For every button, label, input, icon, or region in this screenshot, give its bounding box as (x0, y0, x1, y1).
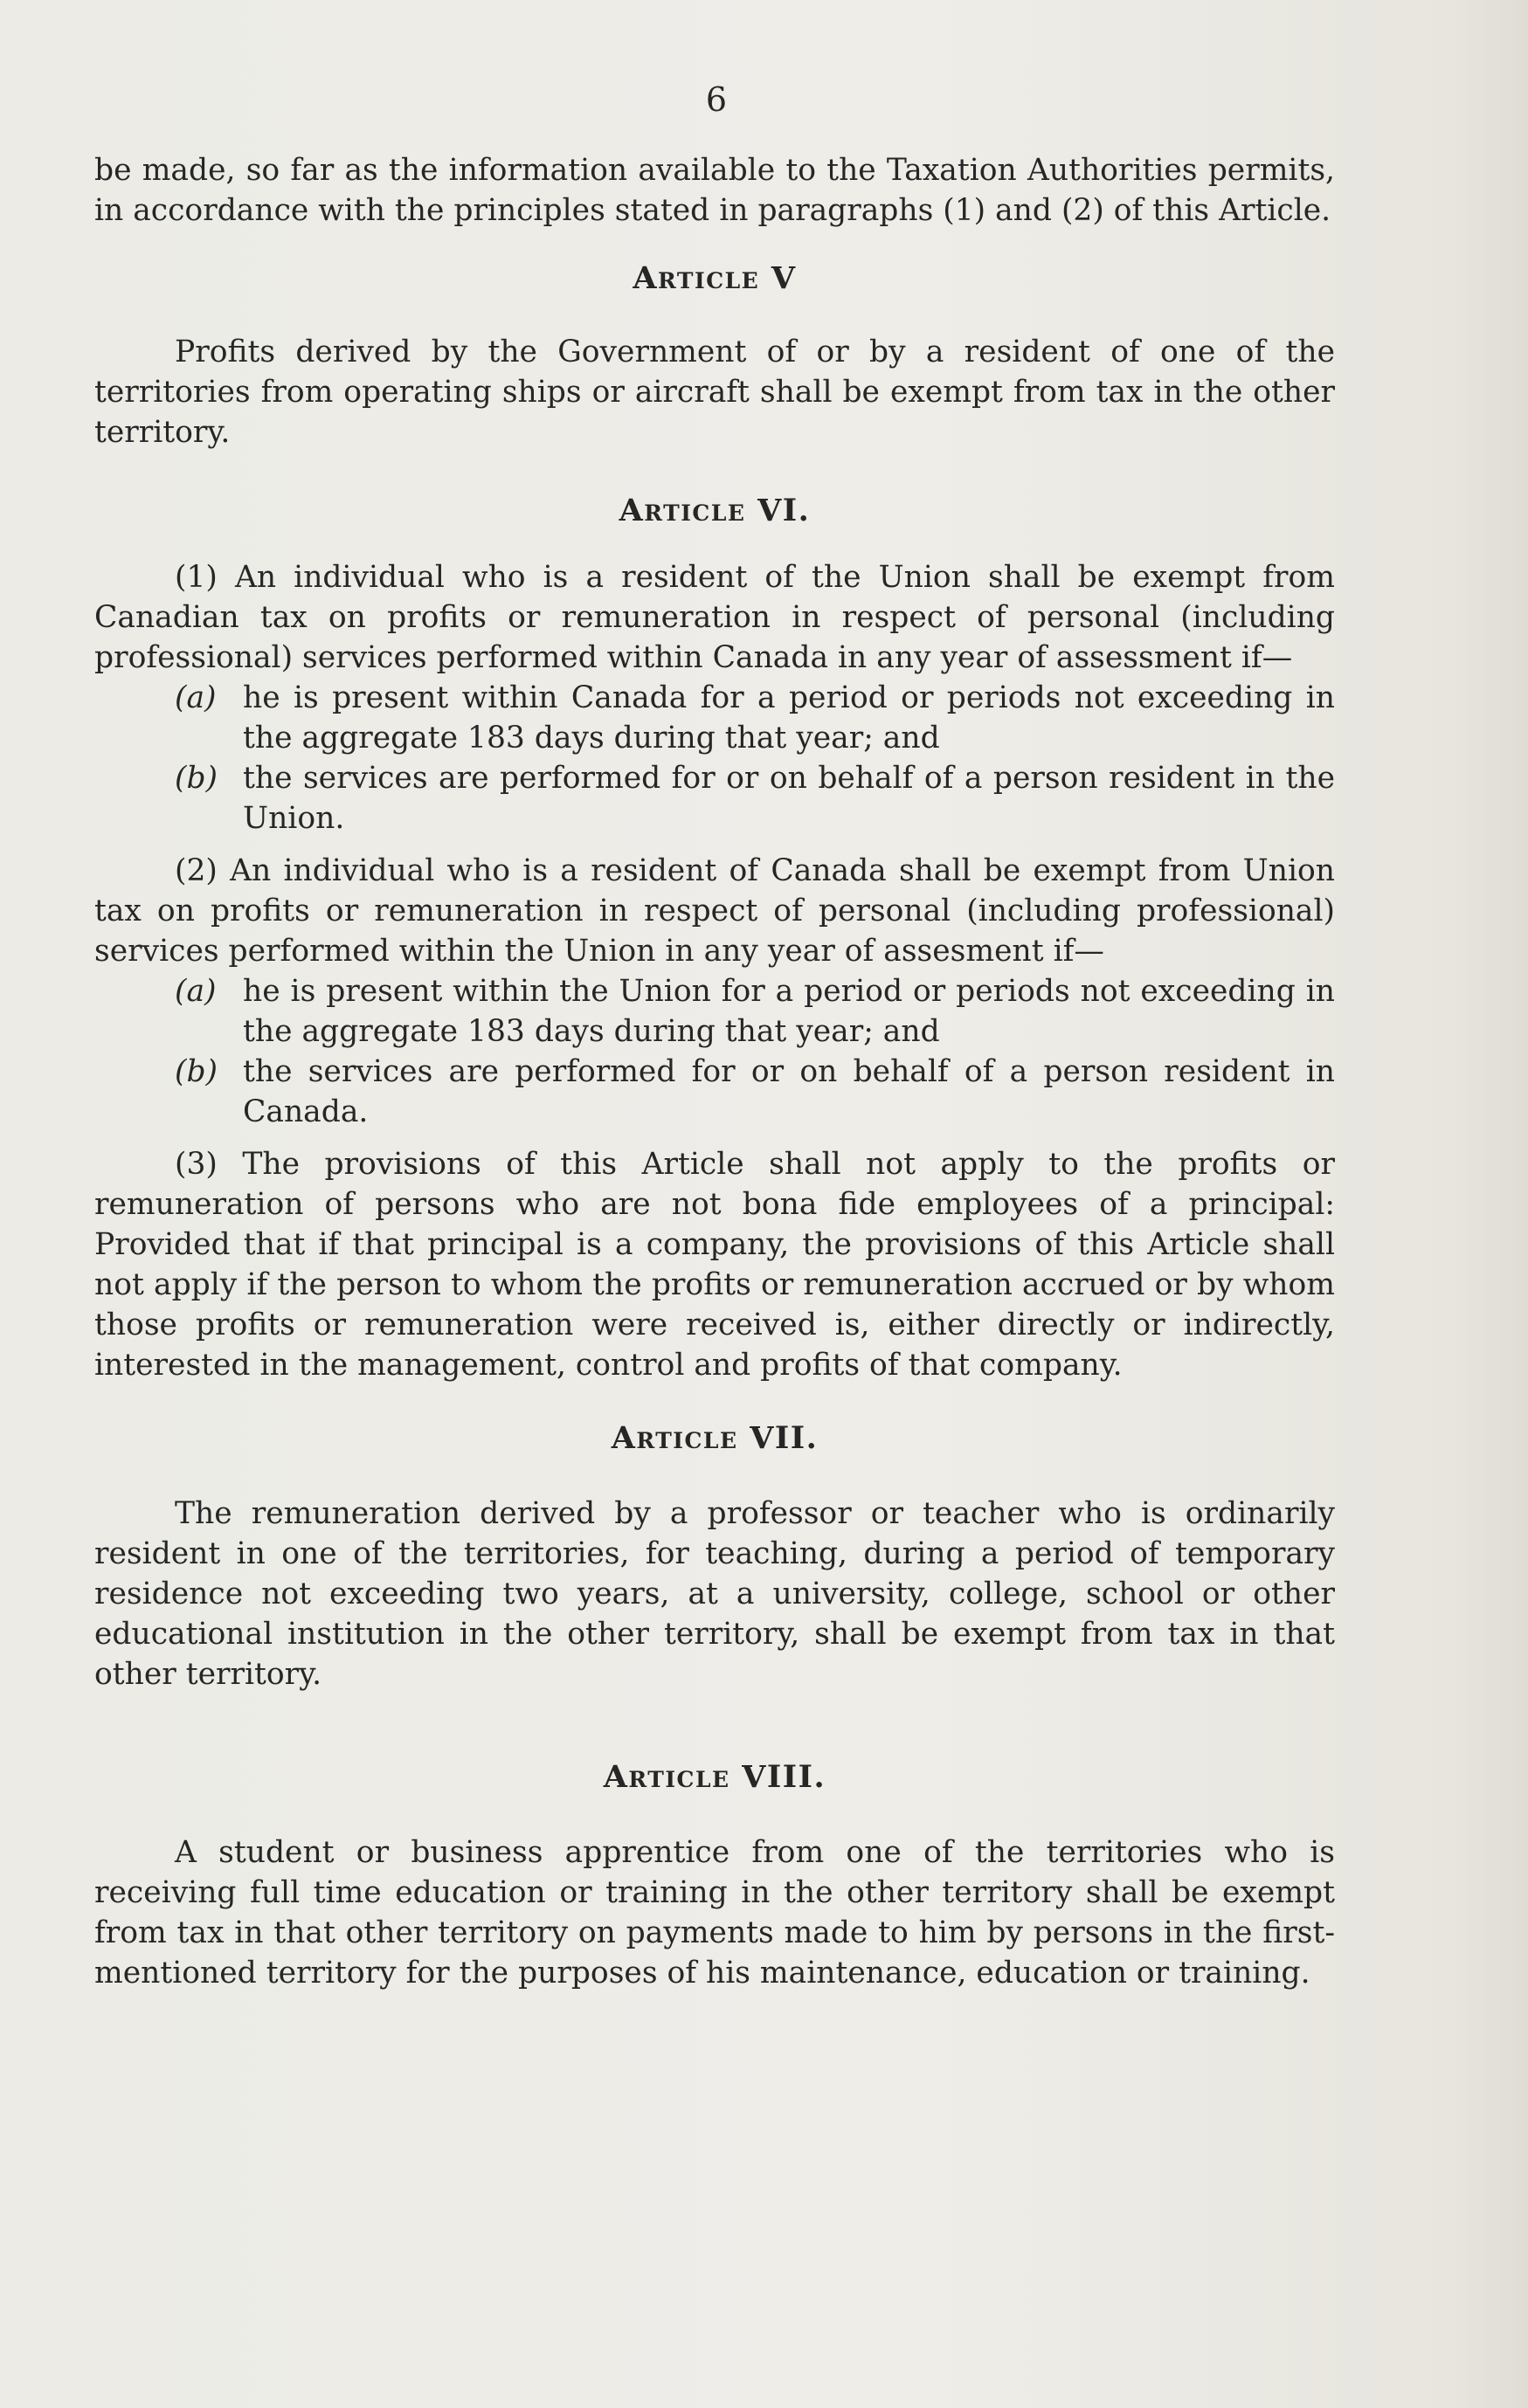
article-vi-heading: Article VI. (619, 493, 811, 528)
article-vi-paragraph-2: (2) An individual who is a resident of Canada shall be exempt from Union tax on profits or remuneration in respect of personal (including professional) services performed within the Union in any year of assesment if— (94, 853, 1335, 969)
intro-paragraph: be made, so far as the information available to the Taxation Authorities permits, in accordance with the principles stated in paragraphs (1) and (2) of this Article. (94, 153, 1335, 228)
article-vi-paragraph-3: (3) The provisions of this Article shall not apply to the profits or remuneration of persons who are not bona fide employees of a principal: Provided that if that principal is a company, the provisions of this Article shall not apply if the person to whom the profits or remuneration accrued or by whom those profits or remuneration were received is, either directly or indirectly, interested in the management, control and profits of that company. (94, 1147, 1335, 1383)
article-vii-text: The remuneration derived by a professor or teacher who is ordinarily resident in one of the territories, for teaching, during a period of temporary residence not exceeding two years, at a university, college, school or other educational institution in the other territory, shall be exempt from tax in that other territory. (94, 1496, 1335, 1692)
article-viii-heading: Article VIII. (603, 1759, 826, 1795)
item-text: the services are performed for or on behalf of a person resident in Canada. (243, 1054, 1335, 1129)
article-v-heading: Article V (633, 260, 797, 296)
item-text: he is present within Canada for a period or periods not exceeding in the aggregate 183 days during that year; and (243, 680, 1335, 756)
item-marker: (a) (175, 974, 217, 1009)
item-marker: (b) (175, 761, 218, 796)
article-vi-2-item-b (175, 1052, 1335, 1132)
item-marker: (b) (175, 1054, 218, 1089)
item-text: he is present within the Union for a period or periods not exceeding in the aggregate 183 days during that year; and (243, 974, 1335, 1049)
article-vi-paragraph-1: (1) An individual who is a resident of the Union shall be exempt from Canadian tax on profits or remuneration in respect of personal (including professional) services performed within Canada in any year of assessment if— (94, 560, 1335, 675)
page-number: 6 (705, 80, 728, 119)
page-body (94, 150, 1335, 1993)
article-vi-1-item-a (175, 678, 1335, 758)
item-marker: (a) (175, 680, 217, 715)
article-viii-text: A student or business apprentice from one of the territories who is receiving full time education or training in the other territory shall be exempt from tax in that other territory on payments made to him by persons in the first-mentioned territory for the purposes of his maintenance, education or training. (94, 1835, 1335, 1991)
article-vii-heading: Article VII. (611, 1420, 819, 1456)
article-vi-1-item-b (175, 758, 1335, 838)
article-vi-2-item-a (175, 971, 1335, 1052)
article-v-text: Profits derived by the Government of or by a resident of one of the territories from operating ships or aircraft shall be exempt from tax in the other territory. (94, 335, 1335, 450)
item-text: the services are performed for or on behalf of a person resident in the Union. (243, 761, 1335, 836)
